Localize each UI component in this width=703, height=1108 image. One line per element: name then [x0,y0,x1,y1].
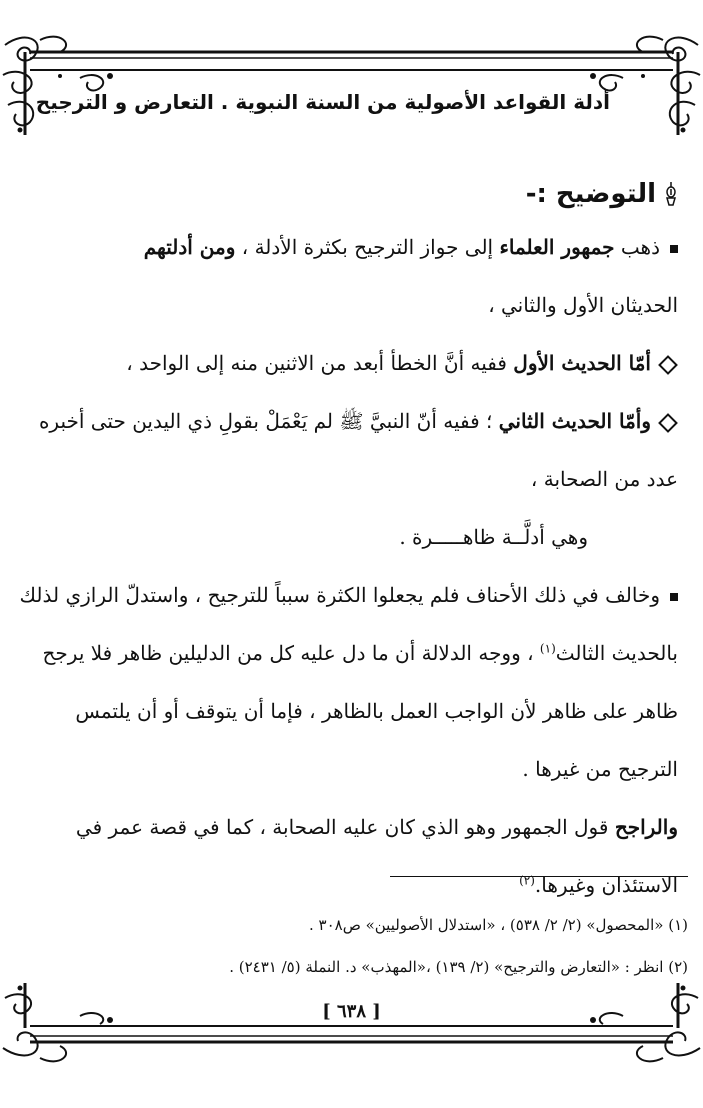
footnote-marker: (٢) [519,873,535,888]
square-bullet-icon [670,593,678,601]
text-run: ، ووجه الدلالة أن ما دل عليه كل من الدليلين ظاهر فلا يرجح ظاهر على ظاهر لأن الواجب العمل بالظاهر ، فإما أن يتوقف أو أن يلتمس الترجيح من غيرها . [42,641,678,781]
text-run-bold: أمّا الحديث الأول [513,351,651,375]
page-number: [ ٦٣٨ ] [322,1001,381,1022]
paragraph-second-hadith [18,392,678,508]
paragraph-preponderant-view [18,798,678,914]
paragraph-hanafi-view [18,566,678,798]
running-header-title: أدلة القواعد الأصولية من السنة النبوية . التعارض و الترجيح [35,90,610,114]
square-bullet-icon [670,245,678,253]
paragraph-majority-view [18,218,678,334]
footnotes [100,904,688,988]
section-title: التوضيح :- [525,179,656,209]
text-run: وخالف في ذلك الأحناف فلم يجعلوا الكثرة سبباً للترجيح ، واستدلّ الرازي لذلك بالحديث الثالث [19,583,678,665]
text-run: وهي أدلَّــة ظاهـــــرة . [399,525,588,549]
paragraph-first-hadith [18,334,678,392]
diamond-bullet-icon [658,413,678,433]
text-run-bold: والراجح [614,815,678,839]
paragraph-evident-evidence [18,508,678,566]
text-run: إلى جواز الترجيح بكثرة الأدلة ، [235,235,500,259]
text-run-bold: وأمّا الحديث الثاني [498,409,651,433]
text-run-bold: جمهور العلماء [499,235,615,259]
text-run: ففيه أنَّ الخطأ أبعد من الاثنين منه إلى الواحد ، [126,351,514,375]
diamond-bullet-icon [658,355,678,375]
main-text [18,170,678,914]
text-run-bold: ومن أدلتهم [143,235,236,259]
footnote-divider [390,876,688,877]
text-run: قول الجمهور وهو الذي كان عليه الصحابة ، كما في قصة عمر في الاستئذان وغيرها. [75,815,678,897]
text-run: الحديثان الأول والثاني ، [488,293,678,317]
text-run: ذهب [614,235,660,259]
text-run: ؛ ففيه أنّ النبيَّ ﷺ لم يَعْمَلْ بقولِ ذي اليدين حتى أخبره عدد من الصحابة ، [38,409,678,491]
lamp-icon [664,181,678,207]
footnote-marker: (١) [539,641,556,656]
footnote-item: (٢) انظر : «التعارض والترجيح» (٢/ ١٣٩) ،«المهذب» د. النملة (٥/ ٢٤٣١) . [229,958,688,976]
section-heading [18,170,678,218]
footnote-item: (١) «المحصول» (٢/ ٢/ ٥٣٨) ، «استدلال الأصوليين» ص٣٠٨ . [308,916,688,934]
